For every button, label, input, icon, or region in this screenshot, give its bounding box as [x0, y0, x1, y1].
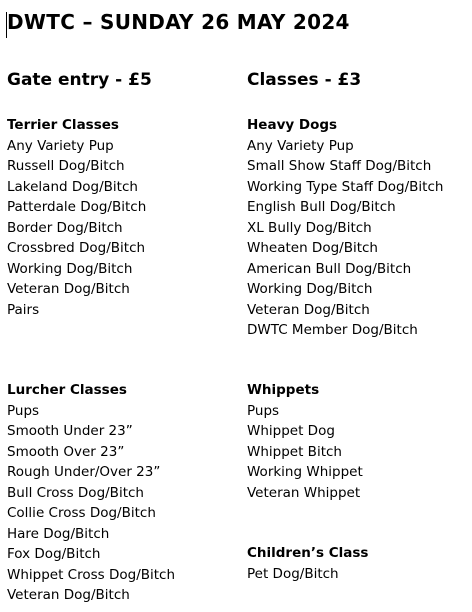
- list-item: Pups: [247, 402, 280, 419]
- childrens-class-section: [247, 543, 368, 584]
- list-item: Whippet Dog: [247, 423, 335, 439]
- list-item: Russell Dog/Bitch: [7, 158, 125, 174]
- list-item: Veteran Dog/Bitch: [7, 587, 130, 603]
- list-item: Collie Cross Dog/Bitch: [7, 505, 156, 521]
- terrier-section: [7, 115, 146, 320]
- heavy-dogs-section: [247, 115, 443, 341]
- list-item: DWTC Member Dog/Bitch: [247, 322, 418, 338]
- list-item: Any Variety Pup: [7, 137, 114, 154]
- list-item: Lakeland Dog/Bitch: [7, 178, 138, 195]
- list-item: English Bull Dog/Bitch: [247, 199, 396, 215]
- list-item: Pet Dog/Bitch: [247, 565, 339, 582]
- gate-entry-heading: Gate entry - £5: [7, 70, 152, 90]
- list-item: Pairs: [7, 301, 40, 318]
- list-item: Working Whippet: [247, 464, 363, 480]
- list-item: Any Variety Pup: [247, 137, 354, 154]
- whippets-section: [247, 380, 363, 503]
- list-item: Working Dog/Bitch: [7, 260, 133, 277]
- list-item: Hare Dog/Bitch: [7, 525, 110, 542]
- list-item: Wheaten Dog/Bitch: [247, 240, 378, 256]
- list-item: Working Dog/Bitch: [247, 281, 373, 297]
- lurcher-section: [7, 380, 175, 606]
- list-item: Rough Under/Over 23”: [7, 464, 161, 480]
- list-item: Working Type Staff Dog/Bitch: [247, 178, 444, 195]
- terrier-section-title: Terrier Classes: [7, 117, 119, 133]
- list-item: Veteran Dog/Bitch: [7, 281, 130, 297]
- list-item: Crossbred Dog/Bitch: [7, 240, 146, 256]
- list-item: Border Dog/Bitch: [7, 219, 123, 236]
- list-item: Smooth Under 23”: [7, 423, 133, 439]
- list-item: Smooth Over 23”: [7, 443, 125, 460]
- list-item: American Bull Dog/Bitch: [247, 260, 412, 277]
- classes-price-heading: Classes - £3: [247, 70, 362, 90]
- childrens-class-section-title: Children’s Class: [247, 545, 369, 561]
- list-item: Pups: [7, 402, 40, 419]
- list-item: Small Show Staff Dog/Bitch: [247, 158, 432, 174]
- list-item: Veteran Dog/Bitch: [247, 301, 370, 318]
- lurcher-section-title: Lurcher Classes: [7, 382, 127, 398]
- list-item: Patterdale Dog/Bitch: [7, 199, 147, 215]
- list-item: Bull Cross Dog/Bitch: [7, 484, 144, 501]
- whippets-section-title: Whippets: [247, 382, 320, 398]
- page-title: DWTC – SUNDAY 26 MAY 2024: [7, 10, 350, 34]
- list-item: Fox Dog/Bitch: [7, 546, 101, 562]
- list-item: Whippet Cross Dog/Bitch: [7, 566, 176, 583]
- list-item: XL Bully Dog/Bitch: [247, 219, 372, 236]
- list-item: Veteran Whippet: [247, 484, 361, 501]
- list-item: Whippet Bitch: [247, 443, 342, 460]
- heavy-dogs-section-title: Heavy Dogs: [247, 117, 338, 133]
